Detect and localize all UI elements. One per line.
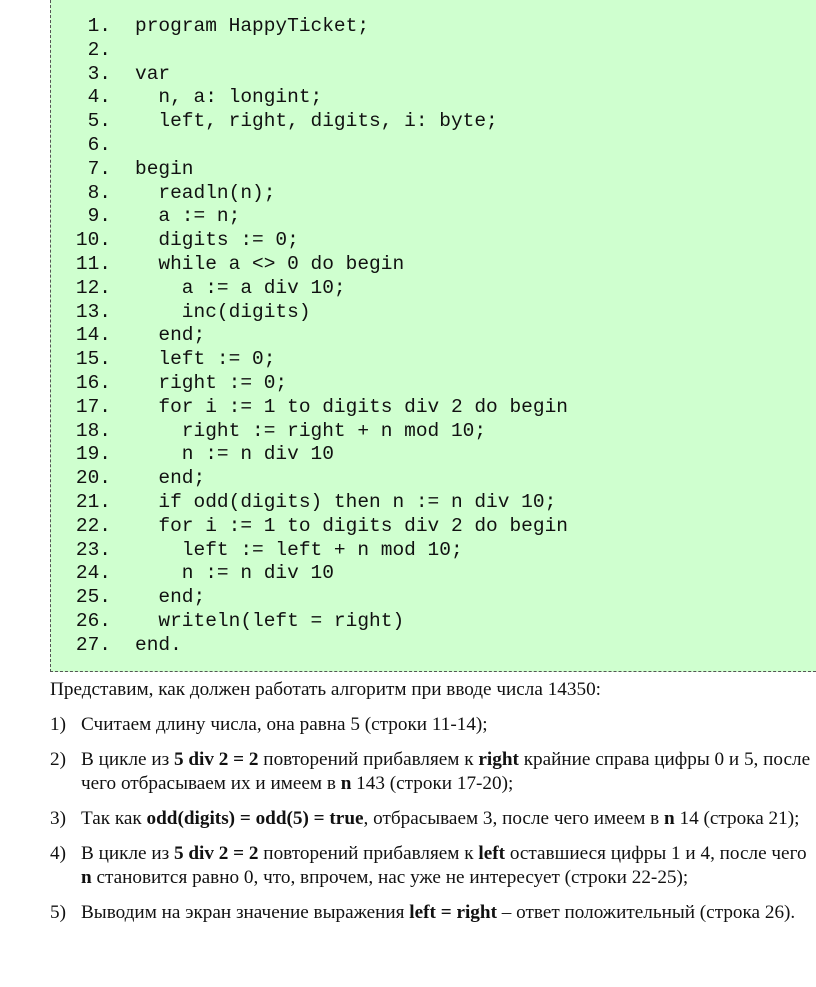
step-text (81, 748, 816, 796)
line-number: 23. (75, 538, 111, 561)
code-line (67, 63, 568, 87)
line-number: 21. (75, 490, 111, 513)
line-number: 25. (75, 586, 111, 609)
code-line (67, 86, 568, 110)
code-text: readln(n); (135, 181, 276, 204)
line-number: 17. (75, 395, 111, 418)
code-line (67, 515, 568, 539)
step-number: 3) (50, 808, 66, 829)
step-emphasis: left (478, 843, 506, 864)
code-line (67, 467, 568, 491)
step-text-part: Выводим на экран значение выражения (81, 902, 410, 923)
code-text: for i := 1 to digits div 2 do begin (135, 514, 568, 537)
code-text: end; (135, 324, 206, 347)
code-text: if odd(digits) then n := n div 10; (135, 490, 557, 513)
explanation-intro: Представим, как должен работать алгоритм при вводе числа 14350: (50, 679, 601, 700)
step-text-part: , отбрасываем 3, после чего имеем в (363, 808, 665, 829)
code-listing-box (50, 0, 816, 672)
line-number: 12. (75, 276, 111, 299)
step-emphasis: left = right (409, 902, 497, 923)
code-line (67, 134, 568, 158)
step-emphasis: right (478, 749, 519, 770)
line-number: 27. (75, 633, 111, 656)
step-number: 2) (50, 749, 66, 770)
line-number: 20. (75, 467, 111, 490)
code-line (67, 539, 568, 563)
code-line (67, 110, 568, 134)
code-text: left := left + n mod 10; (135, 538, 463, 561)
step-text-part: В цикле из (81, 843, 174, 864)
code-line (67, 443, 568, 467)
code-line (67, 229, 568, 253)
step-number: 4) (50, 843, 66, 864)
step-emphasis: 5 div 2 = 2 (174, 843, 259, 864)
explanation-steps (50, 713, 816, 925)
step-text-part: повторений прибавляем к (258, 843, 479, 864)
step-text (81, 713, 816, 737)
code-line (67, 348, 568, 372)
step-text (81, 807, 816, 831)
step-emphasis: n (664, 808, 675, 829)
code-text: begin (135, 157, 194, 180)
line-number: 5. (87, 110, 111, 133)
code-line (67, 253, 568, 277)
code-text: right := right + n mod 10; (135, 419, 487, 442)
line-number: 13. (75, 300, 111, 323)
step-text-part: – ответ положительный (строка 26). (496, 902, 796, 923)
line-number: 19. (75, 443, 111, 466)
code-text: left := 0; (135, 348, 276, 371)
code-line (67, 158, 568, 182)
explanation-step (50, 842, 816, 890)
line-number: 8. (87, 181, 111, 204)
code-line (67, 610, 568, 634)
line-number: 7. (87, 157, 111, 180)
line-number: 14. (75, 324, 111, 347)
code-text: left, right, digits, i: byte; (135, 110, 498, 133)
step-emphasis: n (81, 867, 92, 888)
line-number: 4. (87, 86, 111, 109)
step-emphasis: odd(digits) = odd(5) = true (146, 808, 364, 829)
code-text: a := a div 10; (135, 276, 346, 299)
step-emphasis: n (340, 773, 352, 794)
line-number: 3. (87, 62, 111, 85)
code-line (67, 562, 568, 586)
step-text-part: оставшиеся цифры 1 и 4, после чего (505, 843, 807, 864)
line-number: 10. (75, 229, 111, 252)
line-number: 6. (87, 133, 111, 156)
code-text: n := n div 10 (135, 443, 334, 466)
code-text: while a <> 0 do begin (135, 252, 405, 275)
code-text: for i := 1 to digits div 2 do begin (135, 395, 568, 418)
line-number: 15. (75, 348, 111, 371)
code-text: program HappyTicket; (135, 15, 370, 37)
step-text (81, 842, 816, 890)
line-number: 16. (75, 371, 111, 394)
code-text: var (135, 62, 171, 85)
code-line (67, 491, 568, 515)
line-number: 1. (87, 15, 111, 37)
step-text-part: В цикле из (81, 749, 174, 770)
step-text-part: крайние справа цифры 0 и 5, после чего отбрасываем их и имеем в (81, 749, 811, 794)
code-line (67, 420, 568, 444)
step-text-part: 14 (строка 21); (674, 808, 800, 829)
line-number: 11. (75, 252, 111, 275)
line-number: 26. (75, 609, 111, 632)
line-number: 24. (75, 562, 111, 585)
code-line (67, 634, 568, 658)
line-number: 2. (87, 38, 111, 61)
code-line (67, 182, 568, 206)
code-text: digits := 0; (135, 229, 299, 252)
code-line (67, 586, 568, 610)
code-text: n := n div 10 (135, 562, 334, 585)
code-text: right := 0; (135, 371, 288, 394)
explanation-step (50, 748, 816, 796)
step-text-part: повторений прибавляем к (258, 749, 479, 770)
step-text-part: Так как (81, 808, 147, 829)
step-number: 1) (50, 714, 66, 735)
code-text: end. (135, 633, 182, 656)
explanation-step (50, 901, 816, 925)
line-number: 9. (87, 205, 111, 228)
code-text: n, a: longint; (135, 86, 323, 109)
code-text: end; (135, 467, 206, 490)
code-line (67, 277, 568, 301)
code-line (67, 39, 568, 63)
code-listing (67, 15, 568, 658)
step-emphasis: 5 div 2 = 2 (174, 749, 259, 770)
code-line (67, 324, 568, 348)
code-text: inc(digits) (135, 300, 311, 323)
explanation-step (50, 713, 816, 737)
step-text (81, 901, 816, 925)
step-text-part: 143 (строки 17-20); (351, 773, 514, 794)
code-line (67, 396, 568, 420)
step-number: 5) (50, 902, 66, 923)
explanation-step (50, 807, 816, 831)
code-text: end; (135, 586, 206, 609)
step-text-part: становится равно 0, что, впрочем, нас уже не интересует (строки 22-25); (91, 867, 689, 888)
line-number: 18. (75, 419, 111, 442)
step-text-part: Считаем длину числа, она равна 5 (строки 11-14); (81, 714, 488, 735)
code-line (67, 15, 568, 39)
explanation-section (50, 678, 816, 936)
code-line (67, 372, 568, 396)
code-text: a := n; (135, 205, 241, 228)
code-line (67, 205, 568, 229)
code-text: writeln(left = right) (135, 609, 405, 632)
line-number: 22. (75, 514, 111, 537)
code-line (67, 301, 568, 325)
